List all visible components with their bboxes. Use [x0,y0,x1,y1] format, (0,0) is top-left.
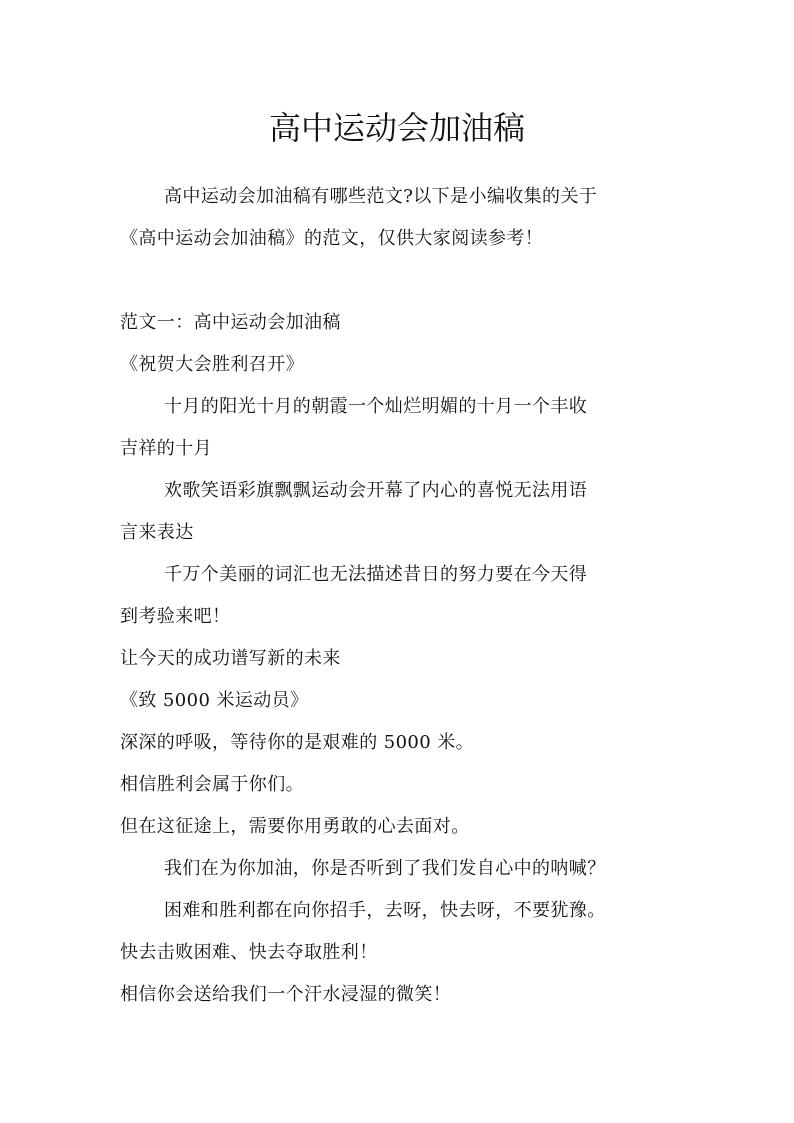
paragraph-line: 千万个美丽的词汇也无法描述昔日的努力要在今天得 [164,564,588,585]
intro-line-1: 高中运动会加油稿有哪些范文?以下是小编收集的关于 [164,186,598,207]
paragraph-line: 困难和胜利都在向你招手，去呀，快去呀，不要犹豫。 [164,900,606,921]
document-title: 高中运动会加油稿 [268,109,525,147]
paragraph-line: 但在这征途上，需要你用勇敢的心去面对。 [120,816,470,837]
paragraph-line: 吉祥的十月 [120,438,212,459]
blank-line [120,260,700,302]
section-heading: 范文一：高中运动会加油稿 [120,312,341,333]
poem-title-1: 《祝贺大会胜利召开》 [120,354,304,375]
paragraph-line: 我们在为你加油，你是否听到了我们发自心中的呐喊？ [164,858,606,879]
paragraph-line: 相信你会送给我们一个汗水浸湿的微笑！ [120,984,452,1005]
paragraph-line: 深深的呼吸，等待你的是艰难的 5000 米。 [120,732,475,753]
paragraph-line: 快去击败困难、快去夺取胜利！ [120,942,378,963]
paragraph-line: 言来表达 [120,522,194,543]
paragraph-line: 到考验来吧！ [120,606,231,627]
paragraph-line: 十月的阳光十月的朝霞一个灿烂明媚的十月一个丰收 [164,396,588,417]
document-body [120,176,700,1016]
intro-line-2: 《高中运动会加油稿》的范文，仅供大家阅读参考！ [120,228,544,249]
paragraph-line: 相信胜利会属于你们。 [120,774,304,795]
paragraph-line: 让今天的成功谱写新的未来 [120,648,341,669]
poem-title-2: 《致 5000 米运动员》 [120,690,309,711]
paragraph-line: 欢歌笑语彩旗飘飘运动会开幕了内心的喜悦无法用语 [164,480,588,501]
